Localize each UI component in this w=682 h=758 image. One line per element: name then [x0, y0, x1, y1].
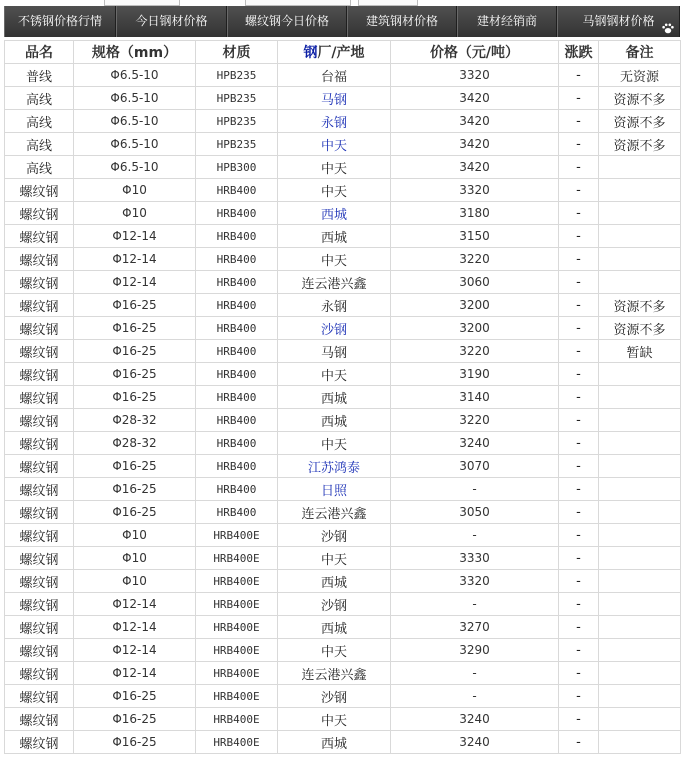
table-row [5, 225, 681, 248]
cell-price: 3070 [391, 455, 559, 478]
table-row [5, 156, 681, 179]
cell-name: 螺纹钢 [5, 524, 74, 547]
cell-price: 3220 [391, 340, 559, 363]
cell-note: 资源不多 [599, 133, 681, 156]
cell-change: - [559, 87, 599, 110]
paw-icon [661, 21, 675, 35]
cell-spec: Φ28-32 [74, 432, 196, 455]
cell-note [599, 524, 681, 547]
cell-note [599, 225, 681, 248]
col-header-note: 备注 [599, 41, 681, 64]
cell-mill: 中天 [278, 547, 391, 570]
cell-change: - [559, 202, 599, 225]
cell-material: HRB400 [196, 432, 278, 455]
cell-name: 高线 [5, 87, 74, 110]
cell-name: 螺纹钢 [5, 547, 74, 570]
col-header-change: 涨跌 [559, 41, 599, 64]
cell-name: 螺纹钢 [5, 432, 74, 455]
price-table [4, 40, 681, 754]
cell-note: 资源不多 [599, 110, 681, 133]
table-header-row [5, 41, 681, 64]
cell-note [599, 409, 681, 432]
cell-spec: Φ16-25 [74, 294, 196, 317]
cell-note [599, 547, 681, 570]
cell-material: HRB400E [196, 524, 278, 547]
cell-change: - [559, 340, 599, 363]
cell-spec: Φ6.5-10 [74, 110, 196, 133]
cell-mill: 西城 [278, 570, 391, 593]
cell-name: 螺纹钢 [5, 478, 74, 501]
cell-price: 3320 [391, 570, 559, 593]
cell-mill: 西城 [278, 225, 391, 248]
cell-material: HPB235 [196, 64, 278, 87]
cell-mill: 连云港兴鑫 [278, 271, 391, 294]
cell-material: HRB400E [196, 593, 278, 616]
table-row [5, 179, 681, 202]
cell-note [599, 662, 681, 685]
cell-name: 螺纹钢 [5, 248, 74, 271]
cell-mill: 中天 [278, 179, 391, 202]
cell-material: HPB300 [196, 156, 278, 179]
cell-price: 3180 [391, 202, 559, 225]
cell-price: 3200 [391, 317, 559, 340]
cell-name: 螺纹钢 [5, 202, 74, 225]
cell-change: - [559, 708, 599, 731]
cell-spec: Φ6.5-10 [74, 87, 196, 110]
cell-mill: 台福 [278, 64, 391, 87]
cell-spec: Φ16-25 [74, 363, 196, 386]
cell-price: - [391, 662, 559, 685]
cell-name: 螺纹钢 [5, 639, 74, 662]
cell-spec: Φ16-25 [74, 340, 196, 363]
table-row [5, 386, 681, 409]
cell-change: - [559, 478, 599, 501]
cell-change: - [559, 432, 599, 455]
table-row [5, 110, 681, 133]
cell-change: - [559, 110, 599, 133]
cell-change: - [559, 363, 599, 386]
cell-note [599, 731, 681, 754]
table-row [5, 87, 681, 110]
cell-change: - [559, 570, 599, 593]
cell-name: 螺纹钢 [5, 662, 74, 685]
cell-mill: 西城 [278, 731, 391, 754]
col-header-mill-highlight: 钢 [303, 45, 318, 61]
cell-spec: Φ16-25 [74, 708, 196, 731]
cell-name: 高线 [5, 133, 74, 156]
cell-name: 螺纹钢 [5, 409, 74, 432]
cell-material: HRB400E [196, 639, 278, 662]
cell-spec: Φ10 [74, 524, 196, 547]
cell-change: - [559, 386, 599, 409]
table-row [5, 501, 681, 524]
cell-price: 3060 [391, 271, 559, 294]
cell-price: - [391, 593, 559, 616]
col-header-mill [278, 41, 391, 64]
cell-material: HPB235 [196, 133, 278, 156]
cell-spec: Φ12-14 [74, 639, 196, 662]
nav-tab-rebar-today[interactable]: 螺纹钢今日价格 [227, 6, 347, 37]
cell-price: 3420 [391, 87, 559, 110]
cell-material: HRB400 [196, 179, 278, 202]
cell-note: 资源不多 [599, 294, 681, 317]
cell-note [599, 248, 681, 271]
cell-material: HRB400 [196, 455, 278, 478]
cell-price: 3200 [391, 294, 559, 317]
cell-change: - [559, 133, 599, 156]
cell-spec: Φ28-32 [74, 409, 196, 432]
cell-price: 3190 [391, 363, 559, 386]
cell-price: 3290 [391, 639, 559, 662]
category-nav [4, 6, 680, 37]
cell-material: HRB400 [196, 294, 278, 317]
cell-note [599, 570, 681, 593]
cell-mill: 连云港兴鑫 [278, 501, 391, 524]
cell-spec: Φ12-14 [74, 662, 196, 685]
table-row [5, 294, 681, 317]
cell-change: - [559, 501, 599, 524]
table-row [5, 616, 681, 639]
cell-price: 3050 [391, 501, 559, 524]
cell-price: 3240 [391, 432, 559, 455]
cell-mill[interactable]: 永钢 [278, 110, 391, 133]
cell-material: HRB400E [196, 547, 278, 570]
cell-note [599, 616, 681, 639]
cell-material: HPB235 [196, 87, 278, 110]
table-row [5, 133, 681, 156]
cell-material: HRB400 [196, 501, 278, 524]
table-row [5, 524, 681, 547]
table-row [5, 731, 681, 754]
cell-mill: 西城 [278, 386, 391, 409]
cell-mill: 中天 [278, 363, 391, 386]
cell-mill: 连云港兴鑫 [278, 662, 391, 685]
cell-change: - [559, 271, 599, 294]
cell-note: 资源不多 [599, 317, 681, 340]
cell-material: HPB235 [196, 110, 278, 133]
cell-change: - [559, 662, 599, 685]
col-header-mill-rest: 厂/产地 [317, 45, 365, 61]
nav-tab-dealers[interactable]: 建材经销商 [457, 6, 557, 37]
table-row [5, 639, 681, 662]
cell-spec: Φ16-25 [74, 685, 196, 708]
cell-price: - [391, 478, 559, 501]
cell-name: 螺纹钢 [5, 340, 74, 363]
cell-price: 3420 [391, 110, 559, 133]
cell-mill: 沙钢 [278, 685, 391, 708]
cell-change: - [559, 685, 599, 708]
cell-price: 3220 [391, 248, 559, 271]
cell-name: 螺纹钢 [5, 271, 74, 294]
cell-change: - [559, 547, 599, 570]
cell-name: 螺纹钢 [5, 179, 74, 202]
cell-change: - [559, 455, 599, 478]
cell-mill: 西城 [278, 616, 391, 639]
table-row [5, 409, 681, 432]
cell-material: HRB400 [196, 386, 278, 409]
cell-name: 螺纹钢 [5, 570, 74, 593]
cell-note [599, 156, 681, 179]
cell-mill[interactable]: 日照 [278, 478, 391, 501]
cell-price: 3420 [391, 156, 559, 179]
cell-note: 暂缺 [599, 340, 681, 363]
cell-name: 螺纹钢 [5, 501, 74, 524]
cell-note [599, 593, 681, 616]
table-row [5, 570, 681, 593]
cell-note: 资源不多 [599, 87, 681, 110]
cell-price: 3240 [391, 731, 559, 754]
cell-change: - [559, 593, 599, 616]
cell-price: - [391, 524, 559, 547]
cell-change: - [559, 225, 599, 248]
cell-mill: 中天 [278, 708, 391, 731]
cell-material: HRB400 [196, 409, 278, 432]
cell-change: - [559, 248, 599, 271]
table-row [5, 662, 681, 685]
cell-price: 3270 [391, 616, 559, 639]
table-row [5, 271, 681, 294]
cell-mill: 沙钢 [278, 593, 391, 616]
cell-spec: Φ16-25 [74, 317, 196, 340]
cell-spec: Φ16-25 [74, 501, 196, 524]
cell-mill: 沙钢 [278, 524, 391, 547]
col-header-material: 材质 [196, 41, 278, 64]
cell-material: HRB400 [196, 225, 278, 248]
cell-material: HRB400 [196, 340, 278, 363]
cell-note [599, 363, 681, 386]
table-row [5, 202, 681, 225]
cell-name: 普线 [5, 64, 74, 87]
cell-material: HRB400 [196, 202, 278, 225]
cell-spec: Φ10 [74, 179, 196, 202]
cell-name: 高线 [5, 110, 74, 133]
cell-change: - [559, 294, 599, 317]
table-row [5, 478, 681, 501]
cell-name: 螺纹钢 [5, 593, 74, 616]
cell-name: 螺纹钢 [5, 386, 74, 409]
cell-mill: 西城 [278, 409, 391, 432]
cell-mill: 中天 [278, 432, 391, 455]
table-row [5, 547, 681, 570]
nav-tab-construction-steel[interactable]: 建筑钢材价格 [347, 6, 457, 37]
cell-price: 3150 [391, 225, 559, 248]
cell-note [599, 478, 681, 501]
nav-tab-stainless-steel[interactable]: 不锈钢价格行情 [4, 6, 116, 37]
cell-mill: 中天 [278, 156, 391, 179]
col-header-price: 价格（元/吨） [391, 41, 559, 64]
cell-note [599, 386, 681, 409]
cell-note [599, 501, 681, 524]
cell-name: 螺纹钢 [5, 708, 74, 731]
cell-name: 高线 [5, 156, 74, 179]
cell-material: HRB400 [196, 271, 278, 294]
cell-change: - [559, 409, 599, 432]
cell-price: 3220 [391, 409, 559, 432]
cell-change: - [559, 639, 599, 662]
cell-change: - [559, 156, 599, 179]
cell-spec: Φ12-14 [74, 225, 196, 248]
cell-material: HRB400 [196, 248, 278, 271]
cell-name: 螺纹钢 [5, 317, 74, 340]
cell-spec: Φ12-14 [74, 616, 196, 639]
cell-note [599, 271, 681, 294]
nav-tab-masteel[interactable] [557, 6, 680, 37]
cell-note [599, 639, 681, 662]
cell-name: 螺纹钢 [5, 363, 74, 386]
table-row [5, 64, 681, 87]
cell-material: HRB400 [196, 317, 278, 340]
cell-spec: Φ16-25 [74, 731, 196, 754]
cell-note: 无资源 [599, 64, 681, 87]
cell-material: HRB400E [196, 731, 278, 754]
cell-price: 3420 [391, 133, 559, 156]
cell-name: 螺纹钢 [5, 616, 74, 639]
cell-note [599, 455, 681, 478]
cell-mill[interactable]: 中天 [278, 133, 391, 156]
cell-material: HRB400 [196, 363, 278, 386]
nav-tab-todays-steel[interactable]: 今日钢材价格 [116, 6, 227, 37]
cell-note [599, 685, 681, 708]
table-row [5, 593, 681, 616]
cell-spec: Φ6.5-10 [74, 156, 196, 179]
cell-price: 3240 [391, 708, 559, 731]
cell-name: 螺纹钢 [5, 225, 74, 248]
table-row [5, 685, 681, 708]
cell-spec: Φ16-25 [74, 478, 196, 501]
cell-spec: Φ12-14 [74, 271, 196, 294]
cell-name: 螺纹钢 [5, 731, 74, 754]
nav-tab-label: 马钢钢材价格 [582, 14, 655, 28]
cell-change: - [559, 731, 599, 754]
cell-name: 螺纹钢 [5, 294, 74, 317]
cell-price: - [391, 685, 559, 708]
table-row [5, 432, 681, 455]
cell-change: - [559, 524, 599, 547]
cell-change: - [559, 179, 599, 202]
cell-name: 螺纹钢 [5, 455, 74, 478]
cell-name: 螺纹钢 [5, 685, 74, 708]
cell-price: 3320 [391, 64, 559, 87]
cell-mill[interactable]: 马钢 [278, 87, 391, 110]
cell-note [599, 179, 681, 202]
cell-note [599, 432, 681, 455]
cell-spec: Φ10 [74, 202, 196, 225]
cell-mill: 永钢 [278, 294, 391, 317]
cell-note [599, 708, 681, 731]
table-row [5, 248, 681, 271]
cell-spec: Φ10 [74, 547, 196, 570]
cell-mill: 中天 [278, 639, 391, 662]
cell-price: 3330 [391, 547, 559, 570]
cell-spec: Φ6.5-10 [74, 64, 196, 87]
col-header-name: 品名 [5, 41, 74, 64]
cell-material: HRB400 [196, 478, 278, 501]
cell-material: HRB400E [196, 708, 278, 731]
cell-spec: Φ16-25 [74, 455, 196, 478]
cell-spec: Φ16-25 [74, 386, 196, 409]
cell-change: - [559, 64, 599, 87]
table-row [5, 363, 681, 386]
cell-mill[interactable]: 江苏鸿泰 [278, 455, 391, 478]
cell-material: HRB400E [196, 616, 278, 639]
cell-price: 3320 [391, 179, 559, 202]
cell-note [599, 202, 681, 225]
cell-price: 3140 [391, 386, 559, 409]
cell-mill[interactable]: 西城 [278, 202, 391, 225]
table-row [5, 317, 681, 340]
table-row [5, 340, 681, 363]
table-row [5, 455, 681, 478]
cell-material: HRB400E [196, 662, 278, 685]
col-header-spec: 规格（mm） [74, 41, 196, 64]
cell-spec: Φ10 [74, 570, 196, 593]
cell-change: - [559, 317, 599, 340]
cell-change: - [559, 616, 599, 639]
cell-spec: Φ12-14 [74, 248, 196, 271]
cell-material: HRB400E [196, 685, 278, 708]
cell-mill: 马钢 [278, 340, 391, 363]
cell-mill[interactable]: 沙钢 [278, 317, 391, 340]
cell-spec: Φ12-14 [74, 593, 196, 616]
cell-mill: 中天 [278, 248, 391, 271]
cell-material: HRB400E [196, 570, 278, 593]
cell-spec: Φ6.5-10 [74, 133, 196, 156]
table-row [5, 708, 681, 731]
